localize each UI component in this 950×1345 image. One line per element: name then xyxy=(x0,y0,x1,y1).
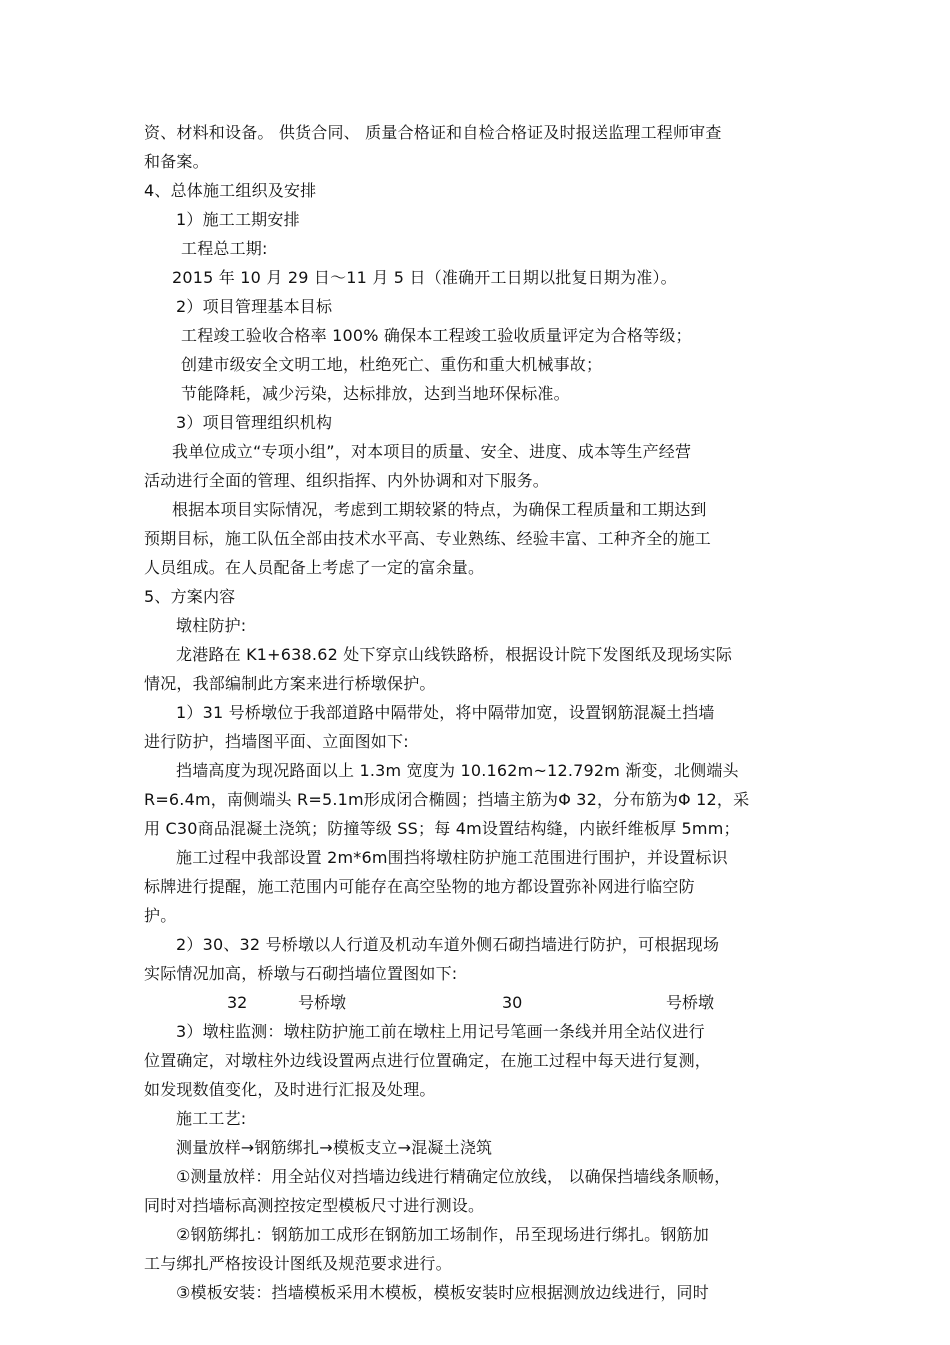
text-line: ③模板安装：挡墙模板采用木模板，模板安装时应根据测放边线进行，同时 xyxy=(176,1283,709,1302)
pier-label: 号桥墩 xyxy=(298,993,347,1012)
text-line: 我单位成立“专项小组”，对本项目的质量、安全、进度、成本等生产经营 xyxy=(172,442,692,461)
text-line: 人员组成。在人员配备上考虑了一定的富余量。 xyxy=(144,558,485,577)
subheading: 1）施工工期安排 xyxy=(176,210,300,229)
text-line: ②钢筋绑扎：钢筋加工成形在钢筋加工场制作，吊至现场进行绑扎。钢筋加 xyxy=(176,1225,709,1244)
text-line: 资、材料和设备。 供货合同、 质量合格证和自检合格证及时报送监理工程师审查 xyxy=(144,123,722,142)
text-line: R=6.4m，南侧端头 R=5.1m形成闭合椭圆；挡墙主筋为Φ 32，分布筋为Φ 12，采 xyxy=(144,790,750,809)
text-line: ①测量放样：用全站仪对挡墙边线进行精确定位放线， 以确保挡墙线条顺畅， xyxy=(176,1167,731,1186)
text-line: 2015 年 10 月 29 日～11 月 5 日（准确开工日期以批复日期为准）。 xyxy=(172,268,677,287)
section-heading: 4、总体施工组织及安排 xyxy=(144,181,317,200)
text-line: 预期目标，施工队伍全部由技术水平高、专业熟练、经验丰富、工种齐全的施工 xyxy=(144,529,712,548)
text-line: 工与绑扎严格按设计图纸及规范要求进行。 xyxy=(144,1254,452,1273)
text-line: 挡墙高度为现况路面以上 1.3m 宽度为 10.162m~12.792m 渐变，北侧端头 xyxy=(176,761,739,780)
text-line: 标牌进行提醒，施工范围内可能存在高空坠物的地方都设置弥补网进行临空防 xyxy=(144,877,695,896)
text-line: 位置确定，对墩柱外边线设置两点进行位置确定，在施工过程中每天进行复测， xyxy=(144,1051,712,1070)
text-line: 和备案。 xyxy=(144,152,209,171)
text-line: 创建市级安全文明工地，杜绝死亡、重伤和重大机械事故； xyxy=(181,355,603,374)
text-line: 工程竣工验收合格率 100% 确保本工程竣工验收质量评定为合格等级； xyxy=(181,326,692,345)
text-line: 墩柱防护: xyxy=(176,616,247,635)
text-line: 1）31 号桥墩位于我部道路中隔带处，将中隔带加宽，设置钢筋混凝土挡墙 xyxy=(176,703,715,722)
text-line: 工程总工期: xyxy=(181,239,268,258)
section-heading: 5、方案内容 xyxy=(144,587,236,606)
pier-label: 号桥墩 xyxy=(666,993,715,1012)
text-line: 护。 xyxy=(144,906,177,925)
text-line: 情况，我部编制此方案来进行桥墩保护。 xyxy=(144,674,436,693)
text-line: 施工过程中我部设置 2m*6m围挡将墩柱防护施工范围进行围护，并设置标识 xyxy=(176,848,728,867)
text-line: 如发现数值变化，及时进行汇报及处理。 xyxy=(144,1080,436,1099)
pier-number-32: 32 xyxy=(227,993,248,1012)
text-line: 根据本项目实际情况，考虑到工期较紧的特点，为确保工程质量和工期达到 xyxy=(172,500,707,519)
text-line: 龙港路在 K1+638.62 处下穿京山线铁路桥，根据设计院下发图纸及现场实际 xyxy=(176,645,733,664)
text-line: 进行防护，挡墙图平面、立面图如下: xyxy=(144,732,409,751)
text-line: 用 C30商品混凝土浇筑；防撞等级 SS；每 4m设置结构缝，内嵌纤维板厚 5mm； xyxy=(144,819,740,838)
text-line: 3）墩柱监测：墩柱防护施工前在墩柱上用记号笔画一条线并用全站仪进行 xyxy=(176,1022,705,1041)
text-line: 实际情况加高，桥墩与石砌挡墙位置图如下: xyxy=(144,964,458,983)
pier-number-30: 30 xyxy=(502,993,523,1012)
text-line: 测量放样→钢筋绑扎→模板支立→混凝土浇筑 xyxy=(176,1138,493,1157)
subheading: 2）项目管理基本目标 xyxy=(176,297,333,316)
text-line: 活动进行全面的管理、组织指挥、内外协调和对下服务。 xyxy=(144,471,550,490)
subheading: 3）项目管理组织机构 xyxy=(176,413,333,432)
text-line: 施工工艺: xyxy=(176,1109,247,1128)
text-line: 2）30、32 号桥墩以人行道及机动车道外侧石砌挡墙进行防护，可根据现场 xyxy=(176,935,720,954)
text-line: 节能降耗，减少污染，达标排放，达到当地环保标准。 xyxy=(181,384,570,403)
text-line: 同时对挡墙标高测控按定型模板尺寸进行测设。 xyxy=(144,1196,485,1215)
